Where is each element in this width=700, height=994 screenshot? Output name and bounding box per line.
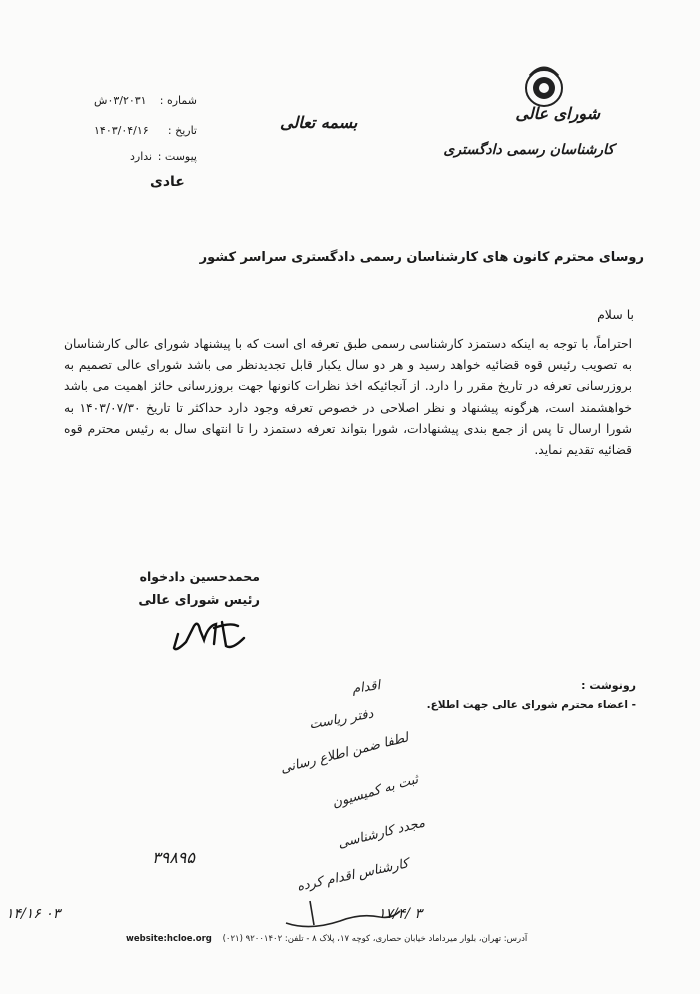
handwriting-line: ثبت به کمیسیون	[331, 772, 421, 811]
handwriting-line: لطفا ضمن اطلاع رسانی	[279, 730, 410, 777]
footer-website: website:hcloe.org	[126, 934, 212, 944]
meta-attachment-value: ندارد	[130, 150, 153, 163]
letter-type: عادی	[150, 174, 185, 190]
recipient: روسای محترم کانون های کارشناسان رسمی دادگستری سراسر کشور	[199, 250, 644, 265]
meta-date-label: تاریخ :	[167, 124, 197, 137]
footer	[126, 934, 527, 944]
handwriting-line: دفتر ریاست	[308, 706, 375, 733]
letter-body: احتراماً، با توجه به اینکه دستمزد کارشناسی رسمی طبق تعرفه ای است که با پیشنهاد شورای عالی کارشناسان به تصویب رئیس قوه قضائیه خواهد رسید و هر دو سال یکبار قابل تجدیدنظر می باشد شورای عالی تصمیم به بروزرسانی تعرفه در تاریخ مقرر را دارد. از آنجائیکه اخذ نظرات کانونها جهت بروزرسانی حائز اهمیت می باشد خواهشمند است، هرگونه پیشنهاد و نظر اصلاحی در خصوص تعرفه وجود دارد حداکثر تا تاریخ ۱۴۰۳/۰۷/۳۰ به شورا ارسال تا پس از جمع بندی پیشنهادات، شورا بتواند تعرفه دستمزد را تا انتهای سال به رئیس محترم قوه قضائیه تقدیم نماید.	[64, 337, 632, 458]
greeting: با سلام	[597, 307, 634, 322]
handwritten-date-right: ۱۷/۴/ ۳	[378, 906, 422, 922]
footer-address: آدرس: تهران، بلوار میرداماد خیابان حصاری، کوچه ۱۷، پلاک ۸ - تلفن: ۹۲۰۰۱۴۰۲ (۰۲۱)	[222, 934, 528, 944]
handwritten-number: ۳۹۸۹۵	[152, 848, 195, 867]
meta-attachment-label: پیوست :	[157, 150, 197, 163]
org-name-line2: کارشناسان رسمی دادگستری	[443, 142, 614, 158]
signature-scribble-icon	[160, 596, 260, 656]
meta-number-label: شماره :	[159, 94, 197, 107]
cc-label: رونوشت :	[581, 679, 636, 692]
handwritten-annotation	[170, 676, 450, 936]
signer-title: رئیس شورای عالی	[138, 593, 260, 608]
meta-date-value: ۱۴۰۳/۰۴/۱۶	[94, 124, 149, 137]
handwriting-line: مجدد کارشناسی	[336, 815, 427, 852]
signer-name: محمدحسین دادخواه	[139, 569, 260, 584]
cc-item: - اعضاء محترم شورای عالی جهت اطلاع.	[426, 699, 636, 711]
handwriting-line: کارشناس اقدام کرده	[296, 856, 411, 895]
handwriting-line: اقدام	[350, 678, 381, 697]
meta-number-value: ۰۳/۲۰۳۱ش	[94, 94, 147, 107]
org-logo-icon	[508, 58, 580, 110]
handwritten-date-left: ۱۴/۱۶ ۰۳	[6, 906, 61, 922]
org-name-line1: شورای عالی	[515, 104, 600, 123]
invocation: بسمه تعالی	[280, 113, 358, 132]
